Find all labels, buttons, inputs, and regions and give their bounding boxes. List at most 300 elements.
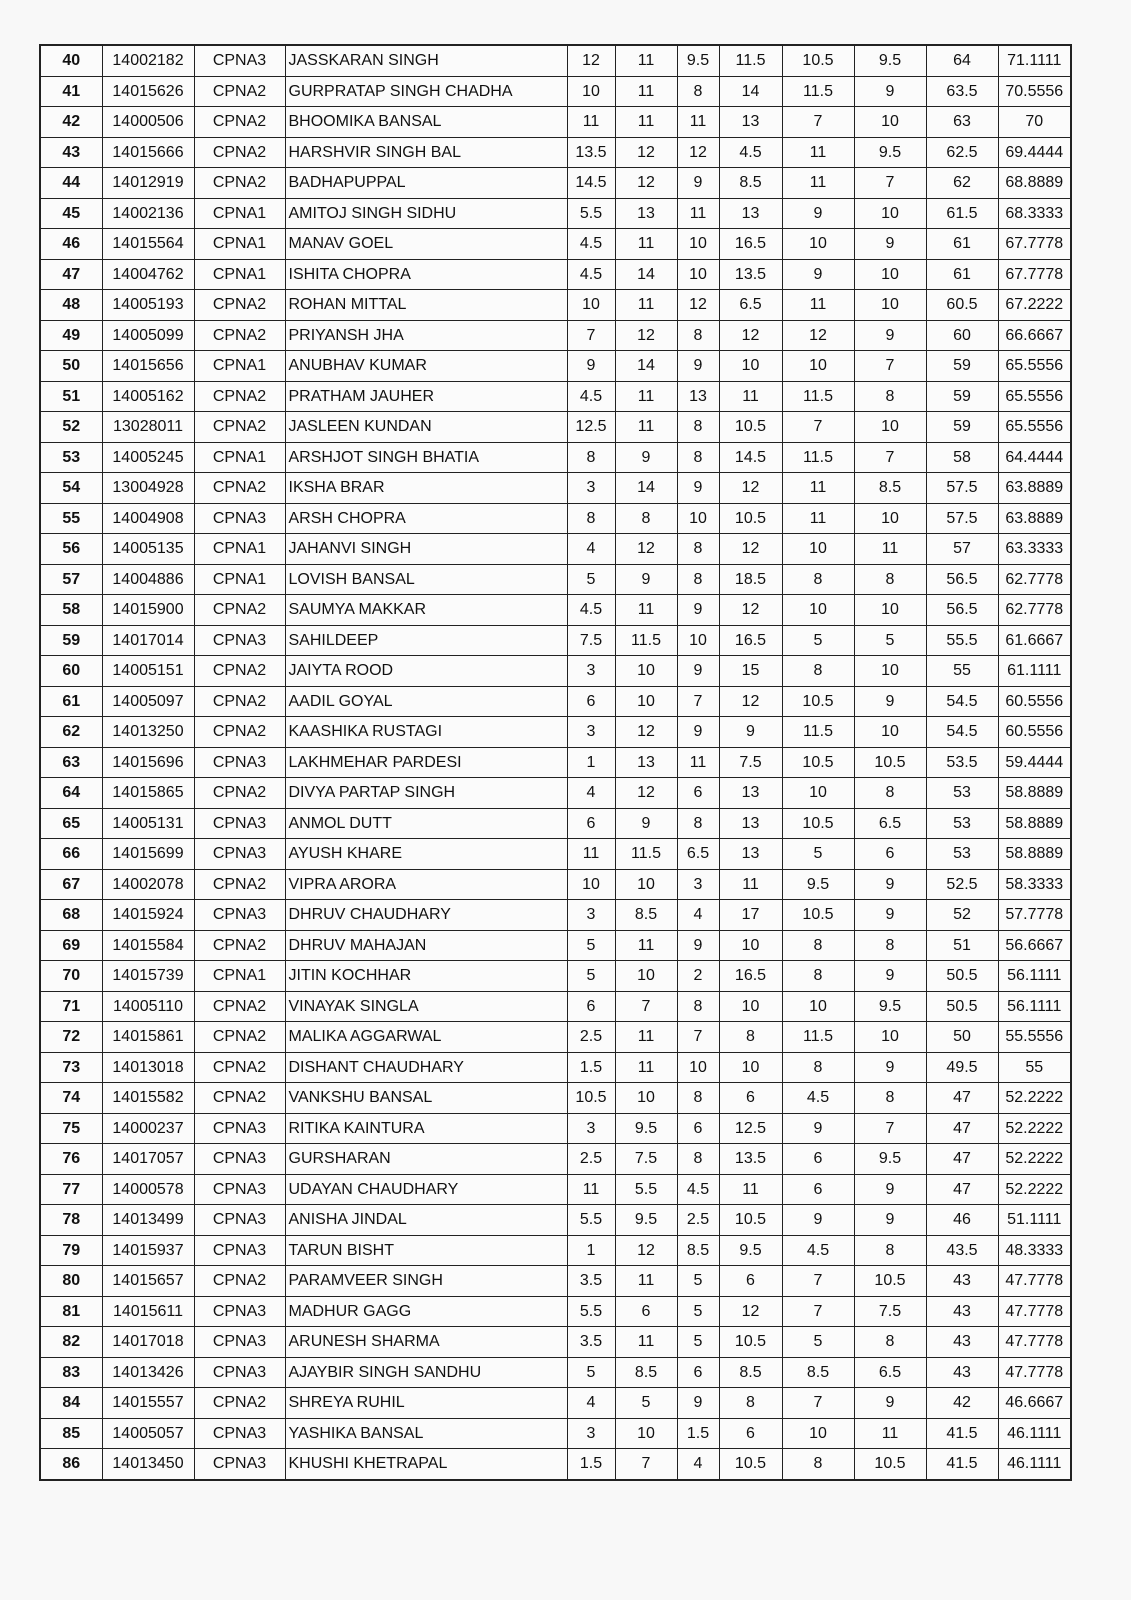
score-6-cell: 10 xyxy=(854,656,926,687)
score-3-cell: 6 xyxy=(677,1357,719,1388)
roll-number-cell: 14017057 xyxy=(102,1144,194,1175)
percentage-cell: 64.4444 xyxy=(998,442,1071,473)
serial-number-cell: 53 xyxy=(40,442,102,473)
score-2-cell: 11 xyxy=(615,45,677,76)
score-3-cell: 9 xyxy=(677,168,719,199)
serial-number-cell: 69 xyxy=(40,930,102,961)
score-1-cell: 3 xyxy=(567,473,615,504)
roll-number-cell: 14015924 xyxy=(102,900,194,931)
student-name-cell: ANISHA JINDAL xyxy=(285,1205,567,1236)
score-1-cell: 14.5 xyxy=(567,168,615,199)
total-marks-cell: 43 xyxy=(926,1296,998,1327)
score-2-cell: 14 xyxy=(615,259,677,290)
score-6-cell: 9.5 xyxy=(854,991,926,1022)
serial-number-cell: 58 xyxy=(40,595,102,626)
student-name-cell: MALIKA AGGARWAL xyxy=(285,1022,567,1053)
percentage-cell: 71.1111 xyxy=(998,45,1071,76)
roll-number-cell: 14015657 xyxy=(102,1266,194,1297)
score-1-cell: 4.5 xyxy=(567,595,615,626)
score-6-cell: 9 xyxy=(854,1388,926,1419)
table-row xyxy=(40,900,1071,931)
section-cell: CPNA2 xyxy=(194,76,285,107)
score-5-cell: 4.5 xyxy=(782,1235,854,1266)
score-3-cell: 6.5 xyxy=(677,839,719,870)
score-5-cell: 10.5 xyxy=(782,45,854,76)
roll-number-cell: 14002182 xyxy=(102,45,194,76)
score-2-cell: 11 xyxy=(615,1327,677,1358)
score-2-cell: 13 xyxy=(615,198,677,229)
score-6-cell: 11 xyxy=(854,534,926,565)
score-2-cell: 7 xyxy=(615,991,677,1022)
percentage-cell: 65.5556 xyxy=(998,351,1071,382)
roll-number-cell: 14015582 xyxy=(102,1083,194,1114)
score-1-cell: 13.5 xyxy=(567,137,615,168)
table-row xyxy=(40,1174,1071,1205)
score-2-cell: 9 xyxy=(615,808,677,839)
score-1-cell: 11 xyxy=(567,1174,615,1205)
score-6-cell: 7.5 xyxy=(854,1296,926,1327)
score-5-cell: 10 xyxy=(782,351,854,382)
percentage-cell: 52.2222 xyxy=(998,1083,1071,1114)
score-3-cell: 8 xyxy=(677,412,719,443)
serial-number-cell: 50 xyxy=(40,351,102,382)
score-5-cell: 9.5 xyxy=(782,869,854,900)
score-3-cell: 9 xyxy=(677,595,719,626)
section-cell: CPNA2 xyxy=(194,1266,285,1297)
table-row xyxy=(40,168,1071,199)
total-marks-cell: 61 xyxy=(926,229,998,260)
score-6-cell: 7 xyxy=(854,351,926,382)
roll-number-cell: 13004928 xyxy=(102,473,194,504)
score-3-cell: 10 xyxy=(677,259,719,290)
student-name-cell: ARSHJOT SINGH BHATIA xyxy=(285,442,567,473)
total-marks-cell: 59 xyxy=(926,381,998,412)
section-cell: CPNA2 xyxy=(194,107,285,138)
score-6-cell: 8 xyxy=(854,564,926,595)
score-5-cell: 9 xyxy=(782,1113,854,1144)
section-cell: CPNA1 xyxy=(194,961,285,992)
score-4-cell: 12 xyxy=(719,595,782,626)
score-3-cell: 4 xyxy=(677,1449,719,1480)
score-5-cell: 11 xyxy=(782,290,854,321)
section-cell: CPNA2 xyxy=(194,168,285,199)
score-5-cell: 10 xyxy=(782,778,854,809)
score-6-cell: 8.5 xyxy=(854,473,926,504)
score-4-cell: 12 xyxy=(719,534,782,565)
total-marks-cell: 64 xyxy=(926,45,998,76)
score-4-cell: 13 xyxy=(719,778,782,809)
score-5-cell: 8 xyxy=(782,1052,854,1083)
score-3-cell: 8 xyxy=(677,1144,719,1175)
score-6-cell: 10 xyxy=(854,290,926,321)
total-marks-cell: 53.5 xyxy=(926,747,998,778)
section-cell: CPNA3 xyxy=(194,747,285,778)
table-row xyxy=(40,1449,1071,1480)
score-5-cell: 11.5 xyxy=(782,1022,854,1053)
score-6-cell: 6.5 xyxy=(854,808,926,839)
score-3-cell: 9 xyxy=(677,1388,719,1419)
percentage-cell: 65.5556 xyxy=(998,412,1071,443)
score-1-cell: 1 xyxy=(567,747,615,778)
section-cell: CPNA3 xyxy=(194,1296,285,1327)
score-6-cell: 8 xyxy=(854,381,926,412)
total-marks-cell: 63 xyxy=(926,107,998,138)
score-5-cell: 11 xyxy=(782,503,854,534)
score-1-cell: 4.5 xyxy=(567,229,615,260)
score-5-cell: 5 xyxy=(782,839,854,870)
score-1-cell: 9 xyxy=(567,351,615,382)
table-row xyxy=(40,290,1071,321)
score-6-cell: 9 xyxy=(854,76,926,107)
total-marks-cell: 47 xyxy=(926,1174,998,1205)
score-2-cell: 11 xyxy=(615,290,677,321)
total-marks-cell: 43 xyxy=(926,1357,998,1388)
student-name-cell: DHRUV MAHAJAN xyxy=(285,930,567,961)
serial-number-cell: 75 xyxy=(40,1113,102,1144)
score-6-cell: 10 xyxy=(854,107,926,138)
section-cell: CPNA2 xyxy=(194,869,285,900)
score-2-cell: 10 xyxy=(615,656,677,687)
score-2-cell: 12 xyxy=(615,1235,677,1266)
total-marks-cell: 53 xyxy=(926,839,998,870)
student-name-cell: DIVYA PARTAP SINGH xyxy=(285,778,567,809)
score-6-cell: 10 xyxy=(854,259,926,290)
score-6-cell: 10 xyxy=(854,595,926,626)
percentage-cell: 47.7778 xyxy=(998,1296,1071,1327)
score-2-cell: 9.5 xyxy=(615,1113,677,1144)
score-6-cell: 11 xyxy=(854,1418,926,1449)
student-name-cell: ANUBHAV KUMAR xyxy=(285,351,567,382)
percentage-cell: 47.7778 xyxy=(998,1357,1071,1388)
serial-number-cell: 67 xyxy=(40,869,102,900)
score-3-cell: 11 xyxy=(677,198,719,229)
roll-number-cell: 14005099 xyxy=(102,320,194,351)
score-5-cell: 11 xyxy=(782,473,854,504)
score-2-cell: 11 xyxy=(615,1052,677,1083)
score-4-cell: 13 xyxy=(719,839,782,870)
student-name-cell: AYUSH KHARE xyxy=(285,839,567,870)
score-3-cell: 10 xyxy=(677,229,719,260)
percentage-cell: 65.5556 xyxy=(998,381,1071,412)
roll-number-cell: 14015739 xyxy=(102,961,194,992)
section-cell: CPNA3 xyxy=(194,45,285,76)
score-3-cell: 4.5 xyxy=(677,1174,719,1205)
roll-number-cell: 14015656 xyxy=(102,351,194,382)
score-2-cell: 10 xyxy=(615,686,677,717)
score-6-cell: 10.5 xyxy=(854,1449,926,1480)
score-4-cell: 12 xyxy=(719,1296,782,1327)
percentage-cell: 62.7778 xyxy=(998,595,1071,626)
serial-number-cell: 41 xyxy=(40,76,102,107)
percentage-cell: 51.1111 xyxy=(998,1205,1071,1236)
score-3-cell: 8 xyxy=(677,564,719,595)
score-4-cell: 8 xyxy=(719,1388,782,1419)
serial-number-cell: 83 xyxy=(40,1357,102,1388)
score-4-cell: 10 xyxy=(719,930,782,961)
score-2-cell: 7.5 xyxy=(615,1144,677,1175)
score-5-cell: 10.5 xyxy=(782,686,854,717)
score-2-cell: 6 xyxy=(615,1296,677,1327)
score-4-cell: 12.5 xyxy=(719,1113,782,1144)
table-row xyxy=(40,717,1071,748)
table-row xyxy=(40,1266,1071,1297)
serial-number-cell: 61 xyxy=(40,686,102,717)
table-row xyxy=(40,595,1071,626)
score-1-cell: 3 xyxy=(567,656,615,687)
table-row xyxy=(40,473,1071,504)
score-5-cell: 8 xyxy=(782,930,854,961)
score-4-cell: 13 xyxy=(719,198,782,229)
roll-number-cell: 14000506 xyxy=(102,107,194,138)
section-cell: CPNA2 xyxy=(194,1083,285,1114)
student-name-cell: JAIYTA ROOD xyxy=(285,656,567,687)
table-row xyxy=(40,503,1071,534)
roll-number-cell: 13028011 xyxy=(102,412,194,443)
serial-number-cell: 54 xyxy=(40,473,102,504)
percentage-cell: 68.8889 xyxy=(998,168,1071,199)
table-row xyxy=(40,137,1071,168)
score-4-cell: 11 xyxy=(719,869,782,900)
total-marks-cell: 56.5 xyxy=(926,595,998,626)
score-6-cell: 9 xyxy=(854,320,926,351)
percentage-cell: 55 xyxy=(998,1052,1071,1083)
score-2-cell: 14 xyxy=(615,473,677,504)
score-1-cell: 1.5 xyxy=(567,1052,615,1083)
serial-number-cell: 49 xyxy=(40,320,102,351)
student-name-cell: PARAMVEER SINGH xyxy=(285,1266,567,1297)
total-marks-cell: 61 xyxy=(926,259,998,290)
score-1-cell: 11 xyxy=(567,839,615,870)
score-4-cell: 10.5 xyxy=(719,1449,782,1480)
section-cell: CPNA2 xyxy=(194,991,285,1022)
score-5-cell: 12 xyxy=(782,320,854,351)
score-5-cell: 10 xyxy=(782,229,854,260)
roll-number-cell: 14005193 xyxy=(102,290,194,321)
student-name-cell: ANMOL DUTT xyxy=(285,808,567,839)
score-5-cell: 11.5 xyxy=(782,442,854,473)
total-marks-cell: 43.5 xyxy=(926,1235,998,1266)
score-6-cell: 8 xyxy=(854,1327,926,1358)
score-6-cell: 8 xyxy=(854,930,926,961)
score-2-cell: 9.5 xyxy=(615,1205,677,1236)
section-cell: CPNA3 xyxy=(194,808,285,839)
table-row xyxy=(40,1052,1071,1083)
total-marks-cell: 41.5 xyxy=(926,1449,998,1480)
score-4-cell: 17 xyxy=(719,900,782,931)
score-4-cell: 10.5 xyxy=(719,412,782,443)
total-marks-cell: 55.5 xyxy=(926,625,998,656)
roll-number-cell: 14015611 xyxy=(102,1296,194,1327)
serial-number-cell: 73 xyxy=(40,1052,102,1083)
score-4-cell: 14.5 xyxy=(719,442,782,473)
serial-number-cell: 62 xyxy=(40,717,102,748)
total-marks-cell: 58 xyxy=(926,442,998,473)
serial-number-cell: 71 xyxy=(40,991,102,1022)
total-marks-cell: 57 xyxy=(926,534,998,565)
table-row xyxy=(40,1205,1071,1236)
student-name-cell: BHOOMIKA BANSAL xyxy=(285,107,567,138)
table-row xyxy=(40,198,1071,229)
section-cell: CPNA1 xyxy=(194,198,285,229)
score-5-cell: 9 xyxy=(782,198,854,229)
score-3-cell: 5 xyxy=(677,1327,719,1358)
table-row xyxy=(40,930,1071,961)
score-3-cell: 9 xyxy=(677,656,719,687)
score-1-cell: 3 xyxy=(567,1113,615,1144)
serial-number-cell: 47 xyxy=(40,259,102,290)
score-2-cell: 13 xyxy=(615,747,677,778)
serial-number-cell: 60 xyxy=(40,656,102,687)
table-row xyxy=(40,1235,1071,1266)
student-name-cell: AMITOJ SINGH SIDHU xyxy=(285,198,567,229)
table-row xyxy=(40,45,1071,76)
student-name-cell: JITIN KOCHHAR xyxy=(285,961,567,992)
section-cell: CPNA3 xyxy=(194,1235,285,1266)
serial-number-cell: 45 xyxy=(40,198,102,229)
score-2-cell: 11 xyxy=(615,229,677,260)
score-1-cell: 12 xyxy=(567,45,615,76)
serial-number-cell: 56 xyxy=(40,534,102,565)
score-1-cell: 2.5 xyxy=(567,1144,615,1175)
student-name-cell: ARUNESH SHARMA xyxy=(285,1327,567,1358)
section-cell: CPNA2 xyxy=(194,778,285,809)
table-row xyxy=(40,229,1071,260)
serial-number-cell: 64 xyxy=(40,778,102,809)
serial-number-cell: 59 xyxy=(40,625,102,656)
score-6-cell: 9.5 xyxy=(854,45,926,76)
score-6-cell: 10 xyxy=(854,503,926,534)
student-name-cell: HARSHVIR SINGH BAL xyxy=(285,137,567,168)
score-5-cell: 8 xyxy=(782,564,854,595)
score-1-cell: 12.5 xyxy=(567,412,615,443)
student-name-cell: MANAV GOEL xyxy=(285,229,567,260)
score-3-cell: 2 xyxy=(677,961,719,992)
score-2-cell: 5 xyxy=(615,1388,677,1419)
results-table-body xyxy=(40,45,1071,1480)
score-6-cell: 10 xyxy=(854,1022,926,1053)
section-cell: CPNA2 xyxy=(194,656,285,687)
serial-number-cell: 80 xyxy=(40,1266,102,1297)
score-5-cell: 8 xyxy=(782,961,854,992)
table-row xyxy=(40,381,1071,412)
score-4-cell: 12 xyxy=(719,686,782,717)
table-row xyxy=(40,1296,1071,1327)
score-3-cell: 5 xyxy=(677,1296,719,1327)
total-marks-cell: 62.5 xyxy=(926,137,998,168)
score-2-cell: 11 xyxy=(615,595,677,626)
score-1-cell: 6 xyxy=(567,808,615,839)
total-marks-cell: 60.5 xyxy=(926,290,998,321)
score-1-cell: 5 xyxy=(567,961,615,992)
table-row xyxy=(40,839,1071,870)
table-row xyxy=(40,534,1071,565)
score-4-cell: 11 xyxy=(719,1174,782,1205)
total-marks-cell: 50.5 xyxy=(926,991,998,1022)
total-marks-cell: 52 xyxy=(926,900,998,931)
score-4-cell: 11.5 xyxy=(719,45,782,76)
score-5-cell: 6 xyxy=(782,1144,854,1175)
score-1-cell: 8 xyxy=(567,442,615,473)
score-3-cell: 7 xyxy=(677,1022,719,1053)
percentage-cell: 63.3333 xyxy=(998,534,1071,565)
score-4-cell: 18.5 xyxy=(719,564,782,595)
score-1-cell: 2.5 xyxy=(567,1022,615,1053)
percentage-cell: 46.1111 xyxy=(998,1449,1071,1480)
serial-number-cell: 63 xyxy=(40,747,102,778)
score-4-cell: 13.5 xyxy=(719,1144,782,1175)
score-4-cell: 13 xyxy=(719,107,782,138)
percentage-cell: 63.8889 xyxy=(998,503,1071,534)
score-5-cell: 7 xyxy=(782,107,854,138)
section-cell: CPNA2 xyxy=(194,686,285,717)
total-marks-cell: 47 xyxy=(926,1083,998,1114)
roll-number-cell: 14015666 xyxy=(102,137,194,168)
total-marks-cell: 59 xyxy=(926,351,998,382)
roll-number-cell: 14013018 xyxy=(102,1052,194,1083)
score-2-cell: 12 xyxy=(615,320,677,351)
score-1-cell: 3 xyxy=(567,717,615,748)
student-name-cell: SHREYA RUHIL xyxy=(285,1388,567,1419)
section-cell: CPNA1 xyxy=(194,351,285,382)
percentage-cell: 61.6667 xyxy=(998,625,1071,656)
percentage-cell: 67.7778 xyxy=(998,259,1071,290)
table-row xyxy=(40,961,1071,992)
total-marks-cell: 43 xyxy=(926,1266,998,1297)
section-cell: CPNA2 xyxy=(194,595,285,626)
score-5-cell: 5 xyxy=(782,1327,854,1358)
score-2-cell: 8 xyxy=(615,503,677,534)
score-5-cell: 8 xyxy=(782,1449,854,1480)
score-5-cell: 10 xyxy=(782,1418,854,1449)
table-row xyxy=(40,442,1071,473)
student-name-cell: KHUSHI KHETRAPAL xyxy=(285,1449,567,1480)
table-row xyxy=(40,320,1071,351)
percentage-cell: 58.3333 xyxy=(998,869,1071,900)
score-2-cell: 10 xyxy=(615,869,677,900)
score-1-cell: 5 xyxy=(567,1357,615,1388)
score-6-cell: 9 xyxy=(854,961,926,992)
percentage-cell: 52.2222 xyxy=(998,1174,1071,1205)
section-cell: CPNA2 xyxy=(194,381,285,412)
roll-number-cell: 14015584 xyxy=(102,930,194,961)
score-2-cell: 12 xyxy=(615,717,677,748)
score-1-cell: 5 xyxy=(567,930,615,961)
score-3-cell: 8 xyxy=(677,991,719,1022)
roll-number-cell: 14005135 xyxy=(102,534,194,565)
score-1-cell: 10 xyxy=(567,290,615,321)
score-5-cell: 8.5 xyxy=(782,1357,854,1388)
score-1-cell: 10 xyxy=(567,76,615,107)
serial-number-cell: 48 xyxy=(40,290,102,321)
score-1-cell: 3 xyxy=(567,900,615,931)
student-name-cell: YASHIKA BANSAL xyxy=(285,1418,567,1449)
score-4-cell: 10 xyxy=(719,1052,782,1083)
roll-number-cell: 14005245 xyxy=(102,442,194,473)
score-3-cell: 8 xyxy=(677,1083,719,1114)
score-4-cell: 8 xyxy=(719,1022,782,1053)
serial-number-cell: 51 xyxy=(40,381,102,412)
section-cell: CPNA2 xyxy=(194,290,285,321)
roll-number-cell: 14000237 xyxy=(102,1113,194,1144)
student-name-cell: UDAYAN CHAUDHARY xyxy=(285,1174,567,1205)
score-5-cell: 4.5 xyxy=(782,1083,854,1114)
percentage-cell: 52.2222 xyxy=(998,1113,1071,1144)
roll-number-cell: 14015937 xyxy=(102,1235,194,1266)
score-3-cell: 8.5 xyxy=(677,1235,719,1266)
serial-number-cell: 55 xyxy=(40,503,102,534)
section-cell: CPNA2 xyxy=(194,717,285,748)
score-5-cell: 7 xyxy=(782,1266,854,1297)
